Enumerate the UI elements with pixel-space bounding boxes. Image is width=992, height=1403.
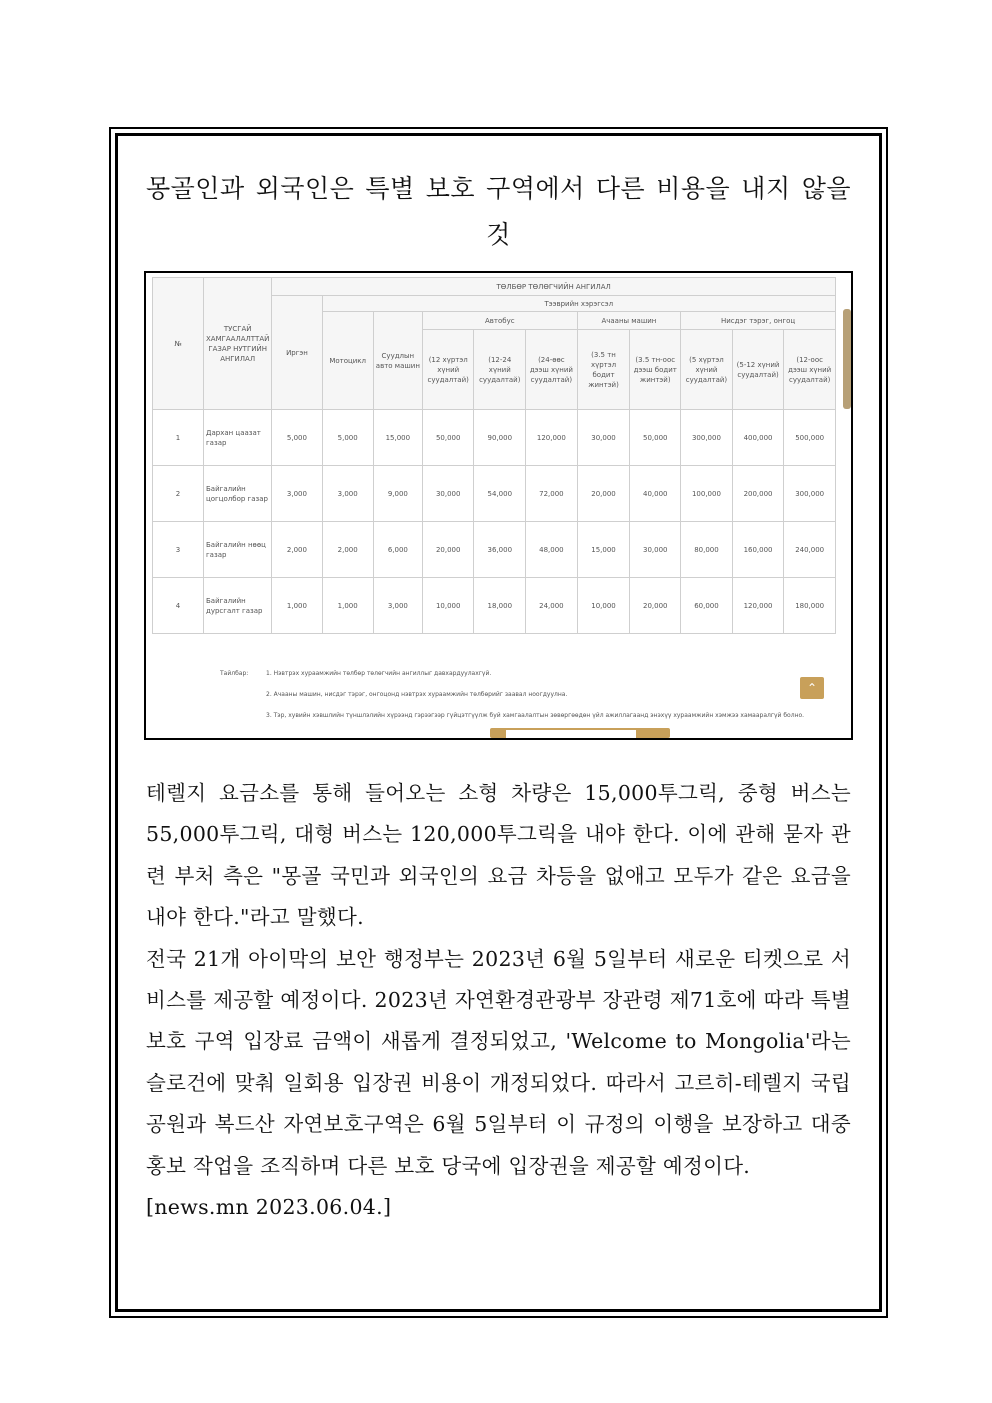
note-item: 3. Тэр, хувийн хэвшлийн түншлэлийн хүрээнд гэрээгээр гүйцэтгүүлж буй хамгаалалтын зөвөргөөдөн үйл ажиллагаанд энэхүү хураамжийн хэмжээ хамааралгүй болно. [266,712,805,719]
sub-header: (5 хүртэл хүний суудалтай) [681,330,733,410]
fee-cell: 36,000 [474,522,526,578]
sub-header: (3.5 тн-оос дээш бодит жинтэй) [630,330,681,410]
payer-category-header: ТӨЛБӨР ТӨЛӨГЧИЙН АНГИЛАЛ [272,278,836,296]
fee-cell: 9,000 [373,466,422,522]
search-bar[interactable] [490,728,670,738]
notes-label: Тайлбар: [220,670,249,677]
fee-cell: 18,000 [474,578,526,634]
fee-cell: 20,000 [577,466,630,522]
row-area: Байгалийн нөөц газар [204,522,272,578]
fee-cell: 300,000 [784,466,836,522]
fee-cell: 80,000 [681,522,733,578]
note-item: 2. Ачааны машин, нисдэг тэрэг, онгоцонд нэвтрэх хураамжийн төлбөрийг заавал ноогдуулна. [266,691,568,698]
fee-cell: 90,000 [474,410,526,466]
notes-list [266,669,826,732]
fee-cell: 10,000 [577,578,630,634]
fee-cell: 1,000 [272,578,322,634]
fee-cell: 160,000 [732,522,784,578]
fee-cell: 3,000 [373,578,422,634]
plane-group-header: Нисдэг тэрэг, онгоц [681,312,836,330]
article-body [146,773,851,1228]
fee-table-screenshot [144,271,853,740]
fee-cell: 400,000 [732,410,784,466]
sub-header: (24-өөс дээш хүний суудалтай) [526,330,578,410]
fee-cell: 2,000 [272,522,322,578]
table-row [153,522,836,578]
fee-cell: 3,000 [272,466,322,522]
fee-cell: 50,000 [630,410,681,466]
fee-cell: 50,000 [422,410,474,466]
fee-cell: 5,000 [322,410,373,466]
fee-cell: 1,000 [322,578,373,634]
table-row [153,578,836,634]
fee-cell: 100,000 [681,466,733,522]
sub-header: (12 хүртэл хүний суудалтай) [422,330,474,410]
fee-cell: 60,000 [681,578,733,634]
fee-cell: 20,000 [422,522,474,578]
source-citation: [news.mn 2023.06.04.] [146,1195,392,1220]
sub-header: (3.5 тн хүртэл бодит жинтэй) [577,330,630,410]
fee-cell: 3,000 [322,466,373,522]
sub-header: (12-оос дээш хүний суудалтай) [784,330,836,410]
col-car-header: Суудлын авто машин [373,312,422,410]
search-input[interactable] [506,730,636,738]
fee-cell: 300,000 [681,410,733,466]
scroll-to-top-button[interactable]: ⌃ [800,677,824,699]
truck-group-header: Ачааны машин [577,312,680,330]
fee-cell: 54,000 [474,466,526,522]
paragraph: 테렐지 요금소를 통해 들어오는 소형 차량은 15,000투그릭, 중형 버스는 55,000투그릭, 대형 버스는 120,000투그릭을 내야 한다. 이에 관해 묻자 관련 부처 측은 "몽골 국민과 외국인의 요금 차등을 없애고 모두가 같은 요금을 내야 한다."라고 말했다. [146,781,851,930]
col-no-header: № [153,278,204,410]
fee-table-page [152,277,838,732]
row-no: 1 [153,410,204,466]
fee-table [152,277,836,634]
col-area-header: ТУСГАЙ ХАМГААЛАЛТТАЙ ГАЗАР НУТГИЙН АНГИЛАЛ [204,278,272,410]
fee-cell: 180,000 [784,578,836,634]
note-item: 1. Нэвтрэх хураамжийн төлбөр төлөгчийн ангиллыг давхардуулахгүй. [266,670,492,677]
fee-cell: 6,000 [373,522,422,578]
fee-cell: 10,000 [422,578,474,634]
fee-cell: 15,000 [577,522,630,578]
fee-cell: 30,000 [422,466,474,522]
fee-cell: 15,000 [373,410,422,466]
article-title: 몽골인과 외국인은 특별 보호 구역에서 다른 비용을 내지 않을 것 [146,174,851,249]
row-no: 3 [153,522,204,578]
row-area: Байгалийн цогцолбор газар [204,466,272,522]
row-no: 2 [153,466,204,522]
row-area: Байгалийн дурсгалт газар [204,578,272,634]
fee-cell: 30,000 [577,410,630,466]
sub-header: (5-12 хүний суудалтай) [732,330,784,410]
sub-header: (12-24 хүний суудалтай) [474,330,526,410]
table-row [153,466,836,522]
fee-cell: 500,000 [784,410,836,466]
fee-cell: 200,000 [732,466,784,522]
col-moto-header: Мотоцикл [322,312,373,410]
fee-cell: 30,000 [630,522,681,578]
fee-cell: 120,000 [526,410,578,466]
fee-cell: 2,000 [322,522,373,578]
fee-cell: 120,000 [732,578,784,634]
transport-group-header: Тээврийн хэрэгсэл [322,296,835,312]
article-frame-outer [109,127,888,1318]
article-frame-inner [115,133,882,1312]
bus-group-header: Автобус [422,312,577,330]
paragraph: 전국 21개 아이막의 보안 행정부는 2023년 6월 5일부터 새로운 티켓으로 서비스를 제공할 예정이다. 2023년 자연환경관광부 장관령 제71호에 따라 특별 보호 구역 입장료 금액이 새롭게 결정되었고, 'Welcome to Mongolia'라는 슬로건에 맞춰 일회용 입장권 비용이 개정되었다. 따라서 고르히-테렐지 국립공원과 복드산 자연보호구역은 6월 5일부터 이 규정의 이행을 보장하고 대중 홍보 작업을 조직하며 다른 보호 당국에 입장권을 제공할 예정이다. [146,946,851,1178]
fee-cell: 40,000 [630,466,681,522]
row-no: 4 [153,578,204,634]
row-area: Дархан цаазат газар [204,410,272,466]
fee-cell: 20,000 [630,578,681,634]
scrollbar-thumb[interactable] [843,309,851,409]
fee-cell: 24,000 [526,578,578,634]
fee-cell: 72,000 [526,466,578,522]
fee-cell: 240,000 [784,522,836,578]
fee-cell: 48,000 [526,522,578,578]
table-row [153,410,836,466]
fee-cell: 5,000 [272,410,322,466]
col-citizen-header: Иргэн [272,296,322,410]
